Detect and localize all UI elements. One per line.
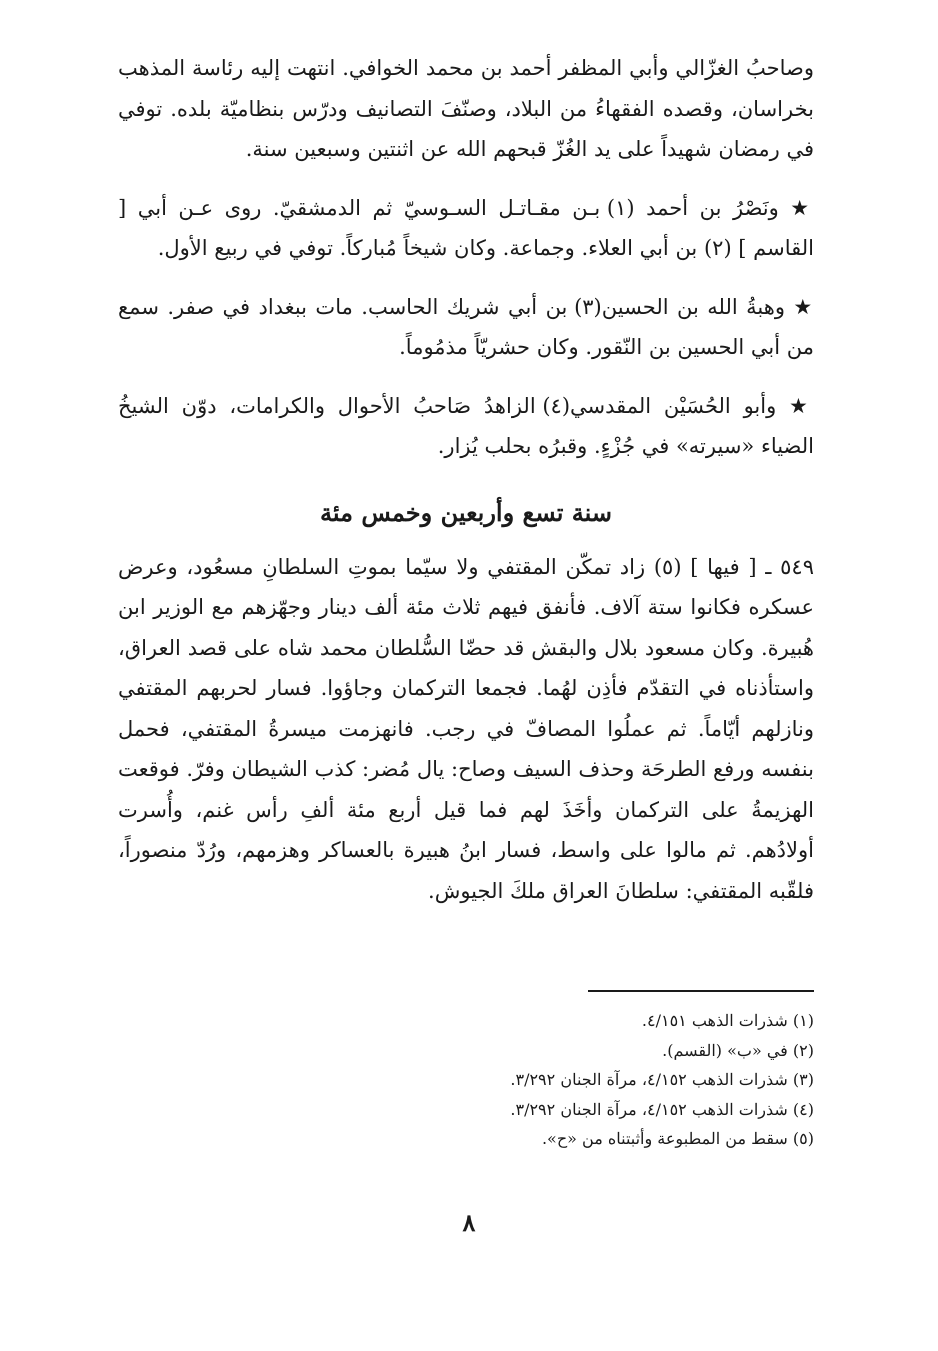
footnote-item: (٣) شذرات الذهب ٤/١٥٢، مرآة الجنان ٣/٢٩٢.	[510, 1070, 814, 1089]
entry-abu-al-husayn: ★ وأبو الحُسَيْن المقدسي(٤) الزاهدُ صَاحبُ الأحوال والكرامات، دوّن الشيخُ الضياء «سيرته» في جُزْءٍ. وقبرُه بحلب يُزار.	[118, 393, 814, 458]
entry-nasr-ibn-ahmad: ★ ونَصْرُ بن أحمد (١) بـن مقـاتـل السـوسيّ ثم الدمشقيّ. روى عـن أبي [ القاسم ] (٢) بن أبي العلاء. وجماعة. وكان شيخاً مُباركاً. توفي في ربيع الأول.	[118, 195, 814, 260]
year-heading: سنة تسع وأربعين وخمس مئة	[320, 497, 612, 527]
footnotes-list	[214, 1006, 814, 1154]
page-body	[118, 48, 814, 911]
paragraph-continuation: وصاحبُ الغزّالي وأبي المظفر أحمد بن محمد الخوافي. انتهت إليه رئاسة المذهب بخراسان، وقصده الفقهاءُ من البلاد، وصنّفَ التصانيف ودرّس بنظاميّة بلده. توفي في رمضان شهيداً على يد الغُزّ قبحهم الله عن اثنتين وسبعين سنة.	[118, 56, 814, 161]
footnote-divider	[588, 990, 814, 992]
footnote-item: (٢) في «ب» (القسم).	[662, 1040, 814, 1060]
page-number: ٨	[462, 1208, 476, 1237]
footnote-item: (٥) سقط من المطبوعة وأثبتناه من «ح».	[541, 1129, 814, 1148]
year-549-paragraph: ٥٤٩ ـ [ فيها ] (٥) زاد تمكّن المقتفي ولا سيّما بموتِ السلطانِ مسعُود، وعرض عسكره فكانوا ستة آلاف. فأنفق فيهم ثلاث مئة ألف دينار وجهّزهم مع الوزير ابن هُبيرة. وكان مسعود بلال والبقش قد حضّا السُّلطان محمد شاه على قصد العراق، واستأذناه في التقدّم فأذِن لهُما. فجمعا التركمان وجاؤوا. فسار لحربهم المقتفي ونازلهم أيّاماً. ثم عملُوا المصافّ في رجب. فانهزمت ميسرةُ المقتفي، فحمل بنفسه ورفع الطرحَة وحذف السيف وصاح: يال مُضر: كذب الشيطان وفرّ. فوقعت الهزيمةُ على التركمان وأخَذَ لهم فما قيل أربع مئة ألفِ رأس غنم، وأُسرت أولادُهم. ثم مالوا على واسط، فسار ابنُ هبيرة بالعساكر وهزمهم، ورُدّ منصوراً، فلقّبه المقتفي: سلطانَ العراق ملكَ الجيوش.	[118, 554, 814, 903]
entry-hibat-allah: ★ وهبةُ الله بن الحسين(٣) بن أبي شريك الحاسب. مات ببغداد في صفر. سمع من أبي الحسين بن النّقور. وكان حشريّاً مذمُوماً.	[118, 294, 814, 359]
footnote-item: (٤) شذرات الذهب ٤/١٥٢، مرآة الجنان ٣/٢٩٢.	[510, 1099, 814, 1119]
footnote-item: (١) شذرات الذهب ٤/١٥١.	[641, 1011, 814, 1030]
